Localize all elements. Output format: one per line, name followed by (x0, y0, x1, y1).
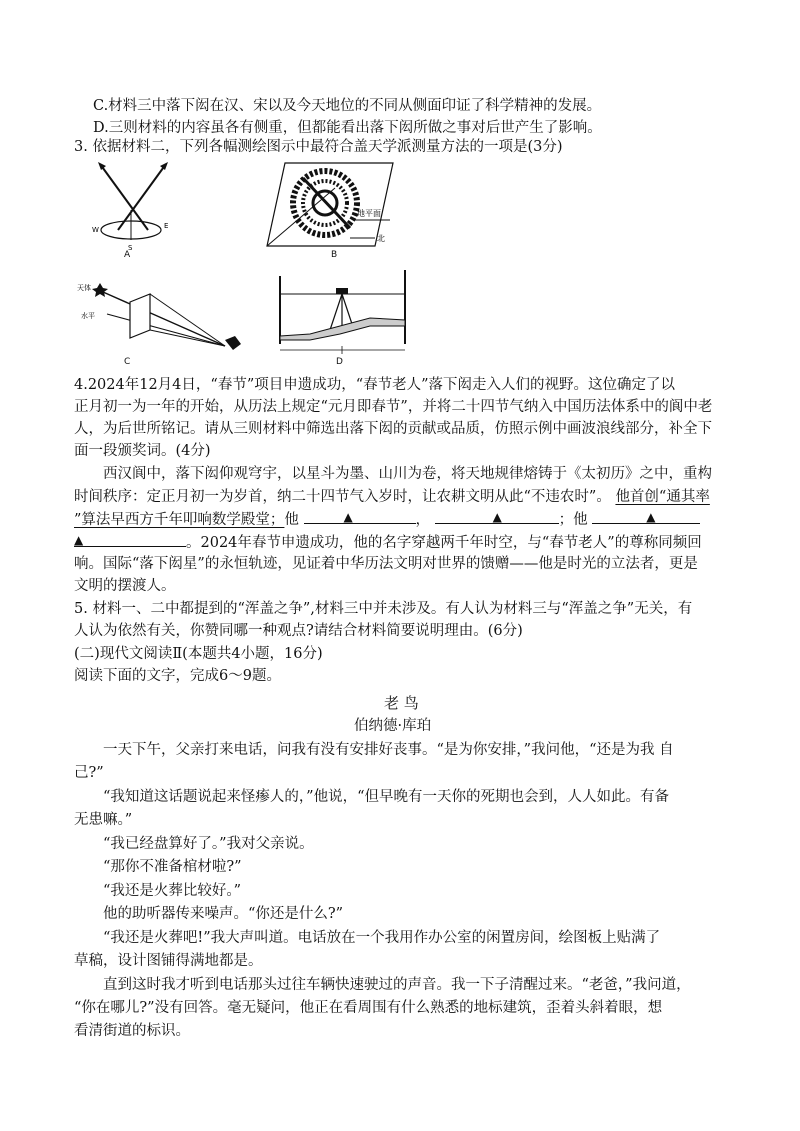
answer-blank-4[interactable] (74, 532, 186, 547)
fig-b-north: 北 (377, 234, 385, 243)
story-para-3: “我已经盘算好了。”我对父亲说。 (103, 836, 314, 852)
q4-line-3: 人，为后世所铭记。请从三则材料中筛选出落下闳的贡献或品质，仿照示例中画波浪线部分，补全下 (74, 421, 712, 437)
section-heading: (二)现代文阅读Ⅱ(本题共4小题，16分) (74, 646, 323, 662)
q4-line-1: 4.2024年12月4日，“春节”项目申遗成功，“春节老人”落下闳走入人们的视野。这位确定了以 (74, 377, 676, 393)
story-para-6: 他的助听器传来噪声。“你还是什么?” (103, 906, 344, 922)
story-para-7: “我还是火葬吧!”我大声叫道。电话放在一个我用作办公室的闲置房间，绘图板上贴满了 (103, 930, 661, 946)
story-para-4: “那你不准备棺材啦?” (103, 859, 242, 875)
answer-blank-1[interactable] (304, 509, 416, 524)
fig-c-body: 天体 (77, 284, 91, 292)
question-3-stem: 3. 依据材料二，下列各幅测绘图示中最符合盖天学派测量方法的一项是(3分) (74, 139, 563, 155)
award-he-2: ；他 (558, 512, 588, 528)
figure-d-label: D (336, 357, 343, 367)
blank-marker-4: ▲ (74, 533, 84, 547)
blank-marker-2: ▲ (492, 510, 502, 524)
fig-a-e: E (164, 222, 169, 230)
award-para-4-text: 。2024年春节申遗成功，他的名字穿越两千年时空，与“春节老人”的尊称同频回 (186, 535, 702, 551)
answer-blank-3[interactable] (592, 509, 700, 524)
q4-line-4: 面一段颁奖词。(4分) (74, 443, 211, 459)
award-para-2a: 时间秩序：定正月初一为岁首，纳二十四节气入岁时，让农耕文明从此“不违农时”。 (74, 489, 611, 505)
option-d: D.三则材料的内容虽各有侧重，但都能看出落下闳所做之事对后世产生了影响。 (93, 120, 602, 136)
q4-line-2: 正月初一为一年的开始，从历法上规定“元月即春节”，并将二十四节气纳入中国历法体系中的阆中老 (74, 399, 713, 415)
figure-d-diagram (270, 268, 415, 356)
story-para-5: “我还是火葬比较好。” (103, 883, 242, 899)
story-title: 老 鸟 (384, 694, 419, 712)
story-para-1: 一天下午，父亲打来电话，问我有没有安排好丧事。“是为你安排，”我问他，“还是为我 自 (103, 742, 674, 758)
fig-a-w: W (92, 226, 99, 234)
q5-line-1: 5. 材料一、二中都提到的“浑盖之争”,材料三中并未涉及。有人认为材料三与“浑盖之争”无关，有 (74, 601, 693, 617)
story-para-2b: 无患嘛。” (74, 812, 133, 828)
award-para-6: 文明的摆渡人。 (74, 578, 176, 594)
figure-b-diagram (265, 158, 395, 250)
award-para-1: 西汉阆中，落下闳仰观穹宇，以星斗为墨、山川为卷，将天地规律熔铸于《太初历》之中，重构 (103, 466, 712, 482)
figure-c-diagram (75, 280, 250, 355)
figure-a-diagram (88, 160, 178, 265)
story-para-8b: “你在哪儿?”没有回答。毫无疑问，他正在看周围有什么熟悉的地标建筑，歪着头斜着眼，想 (74, 1000, 663, 1016)
fig-c-horizon: 水平 (81, 312, 95, 320)
blank-marker-1: ▲ (343, 510, 353, 524)
wavy-example-cont: ”算法早西方千年叩响数学殿堂； (74, 512, 285, 528)
wavy-example: 他首创“通其率 (615, 489, 710, 505)
award-para-4 (74, 532, 702, 553)
fig-b-plane: 地平面 (357, 209, 381, 218)
award-para-5: 响。国际“落下闳星”的永恒轨迹，见证着中华历法文明对世界的馈赠——他是时光的立法者，更是 (74, 556, 698, 572)
story-author: 伯纳德·库珀 (354, 718, 432, 734)
q5-line-2: 人认为依然有关，你赞同哪一种观点?请结合材料简要说明理由。(6分) (74, 623, 523, 639)
story-para-7b: 草稿，设计图铺得满地都是。 (74, 953, 263, 969)
section-intro: 阅读下面的文字，完成6～9题。 (74, 668, 281, 684)
blank-marker-3: ▲ (646, 510, 656, 524)
answer-blank-2[interactable] (435, 509, 559, 524)
figure-c-label: C (124, 357, 131, 367)
story-para-8c: 看清街道的标识。 (74, 1023, 190, 1039)
award-he-1: 他 (284, 512, 299, 528)
fig-a-s: S (128, 244, 133, 252)
story-para-8: 直到这时我才听到电话那头过往车辆快速驶过的声音。我一下子清醒过来。“老爸，”我问道， (103, 977, 691, 993)
award-para-3 (74, 509, 700, 530)
option-c: C.材料三中落下闳在汉、宋以及今天地位的不同从侧面印证了科学精神的发展。 (93, 98, 602, 114)
story-para-2: “我知道这话题说起来怪瘆人的，”他说，“但早晚有一天你的死期也会到，人人如此。有备 (103, 789, 669, 805)
figure-b-label: B (331, 250, 338, 260)
figure-a-label: A (124, 250, 131, 260)
award-comma: ， (415, 512, 431, 528)
award-para-2 (74, 487, 710, 507)
story-para-1b: 己?” (74, 765, 104, 781)
